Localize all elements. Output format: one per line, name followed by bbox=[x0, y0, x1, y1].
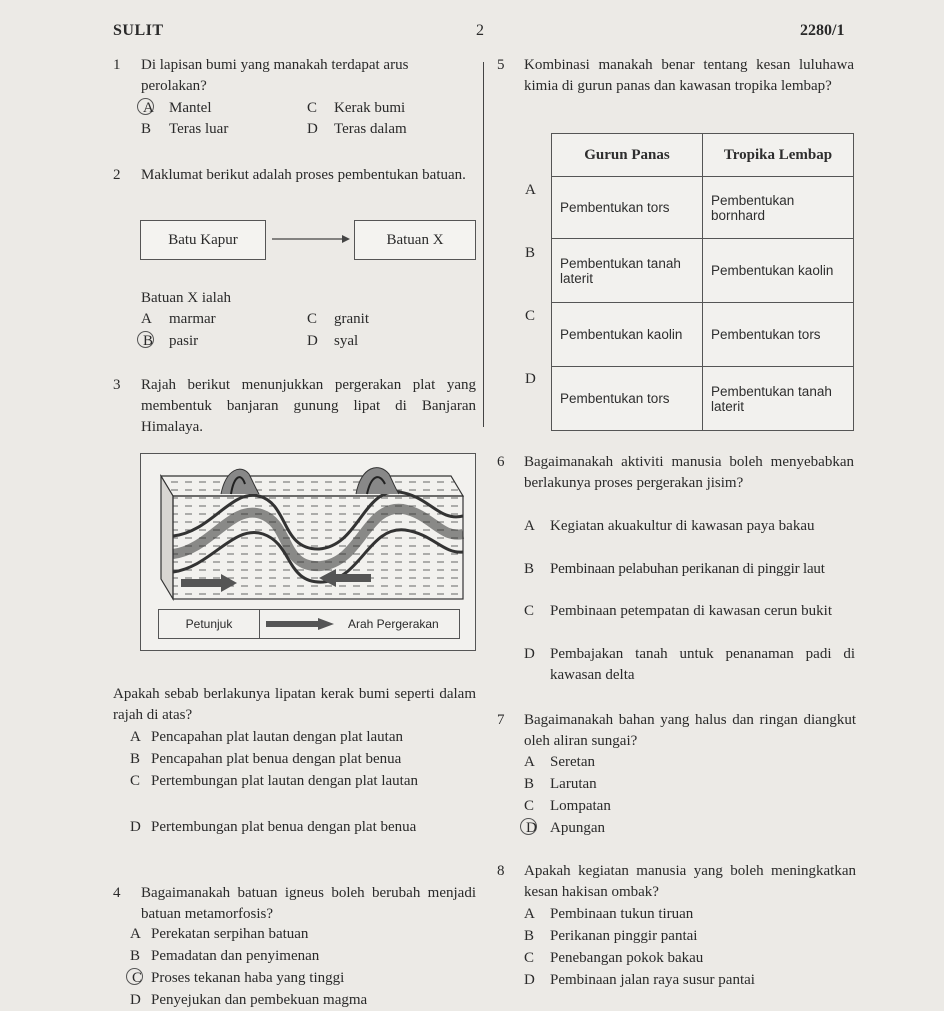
option-a-text: marmar bbox=[169, 311, 216, 327]
combination-table bbox=[551, 133, 854, 431]
option-d-text: Pertembungan plat benua dengan plat benua bbox=[151, 819, 417, 835]
col-tropika-lembap: Tropika Lembap bbox=[703, 134, 854, 177]
table-cell: Pembentukan tors bbox=[552, 367, 703, 431]
table-cell: Pembentukan bornhard bbox=[703, 177, 854, 239]
question-text: Bagaimanakah aktiviti manusia boleh menyebabkan berlakunya proses pergerakan jisim? bbox=[524, 454, 854, 491]
option-b[interactable]: B bbox=[130, 948, 141, 964]
option-c[interactable]: C bbox=[524, 603, 535, 619]
question-text: Bagaimanakah batuan igneus boleh berubah menjadi batuan metamorfosis? bbox=[141, 885, 476, 922]
option-a[interactable]: A bbox=[130, 729, 141, 745]
option-a-text: Pencapahan plat lautan dengan plat lautan bbox=[151, 729, 403, 745]
option-d-text: Apungan bbox=[550, 820, 605, 836]
table-cell: Pembentukan kaolin bbox=[552, 303, 703, 367]
option-b-text: Teras luar bbox=[169, 121, 229, 137]
option-c[interactable]: C bbox=[524, 950, 535, 966]
option-a-text: Perekatan serpihan batuan bbox=[151, 926, 309, 942]
question-number: 8 bbox=[497, 863, 505, 879]
question-number: 2 bbox=[113, 167, 121, 183]
option-d[interactable]: D bbox=[130, 992, 141, 1008]
option-c-text: Proses tekanan haba yang tinggi bbox=[151, 970, 345, 986]
option-d[interactable]: D bbox=[524, 818, 537, 839]
row-letter-d[interactable]: D bbox=[525, 371, 536, 387]
table-row bbox=[552, 303, 854, 367]
option-b[interactable]: B bbox=[141, 121, 152, 137]
question-subtext: Apakah sebab berlakunya lipatan kerak bumi seperti dalam rajah di atas? bbox=[113, 686, 476, 723]
option-c[interactable]: C bbox=[307, 311, 318, 327]
box-label: Batu Kapur bbox=[168, 231, 238, 248]
option-b-text: Larutan bbox=[550, 776, 597, 792]
option-b-text: Pencapahan plat benua dengan plat benua bbox=[151, 751, 402, 767]
legend-arrow-icon bbox=[266, 618, 336, 630]
option-d[interactable]: D bbox=[130, 819, 141, 835]
question-number: 5 bbox=[497, 57, 505, 73]
option-d[interactable]: D bbox=[307, 333, 318, 349]
rock-box-batu-kapur bbox=[140, 220, 266, 260]
question-text: Di lapisan bumi yang manakah terdapat arus perolakan? bbox=[141, 57, 409, 94]
fold-diagram-frame bbox=[140, 453, 476, 651]
question-text: Rajah berikut menunjukkan pergerakan plat yang membentuk banjaran gunung lipat di Banjaran Himalaya. bbox=[141, 377, 476, 435]
option-d-text: Pembinaan jalan raya susur pantai bbox=[550, 972, 755, 988]
option-b-text: Perikanan pinggir pantai bbox=[550, 928, 698, 944]
question-text: Kombinasi manakah benar tentang kesan luluhawa kimia di gurun panas dan kawasan tropika lembap? bbox=[524, 57, 854, 94]
option-a-text: Seretan bbox=[550, 754, 595, 770]
option-a[interactable]: A bbox=[141, 311, 152, 327]
option-d[interactable]: D bbox=[524, 646, 535, 662]
option-a[interactable]: A bbox=[524, 754, 535, 770]
option-b-text: Pembinaan pelabuhan perikanan di pinggir laut bbox=[550, 561, 825, 577]
option-b[interactable]: B bbox=[524, 928, 535, 944]
option-a[interactable]: A bbox=[524, 906, 535, 922]
option-c[interactable]: C bbox=[130, 968, 142, 989]
question-number: 1 bbox=[113, 57, 121, 73]
box-label: Batuan X bbox=[386, 231, 444, 248]
question-text: Apakah kegiatan manusia yang boleh meningkatkan kesan hakisan ombak? bbox=[524, 863, 856, 900]
header-sulit: SULIT bbox=[113, 22, 164, 39]
option-b[interactable]: B bbox=[141, 331, 153, 352]
legend-text: Arah Pergerakan bbox=[348, 617, 439, 631]
question-number: 4 bbox=[113, 885, 121, 901]
option-d[interactable]: D bbox=[307, 121, 318, 137]
option-b[interactable]: B bbox=[524, 776, 535, 792]
option-d-text: syal bbox=[334, 333, 359, 349]
option-c[interactable]: C bbox=[524, 798, 535, 814]
option-c-text: Pembinaan petempatan di kawasan cerun bukit bbox=[550, 603, 832, 619]
col-gurun-panas: Gurun Panas bbox=[552, 134, 703, 177]
question-number: 7 bbox=[497, 712, 505, 728]
option-a-text: Pembinaan tukun tiruan bbox=[550, 906, 694, 922]
option-a[interactable]: A bbox=[130, 926, 141, 942]
row-letter-a[interactable]: A bbox=[525, 182, 536, 198]
column-divider bbox=[483, 62, 484, 427]
option-d-text: Pembajakan tanah untuk penanaman padi di kawasan delta bbox=[550, 646, 855, 683]
question-number: 3 bbox=[113, 377, 121, 393]
legend-label: Petunjuk bbox=[159, 610, 260, 638]
table-row bbox=[552, 367, 854, 431]
option-a-text: Kegiatan akuakultur di kawasan paya bakau bbox=[550, 518, 815, 534]
option-c-text: Pertembungan plat lautan dengan plat lautan bbox=[151, 773, 418, 789]
table-cell: Pembentukan tors bbox=[703, 303, 854, 367]
row-letter-b[interactable]: B bbox=[525, 245, 536, 261]
table-cell: Pembentukan tanah laterit bbox=[703, 367, 854, 431]
question-prompt: Batuan X ialah bbox=[141, 290, 231, 306]
table-cell: Pembentukan tors bbox=[552, 177, 703, 239]
table-cell: Pembentukan tanah laterit bbox=[552, 239, 703, 303]
question-number: 6 bbox=[497, 454, 505, 470]
option-c[interactable]: C bbox=[130, 773, 141, 789]
table-row bbox=[552, 177, 854, 239]
table-row bbox=[552, 239, 854, 303]
option-d-text: Teras dalam bbox=[334, 121, 407, 137]
rock-box-batuan-x bbox=[354, 220, 476, 260]
arrow-right-icon bbox=[272, 232, 350, 246]
option-a[interactable]: A bbox=[524, 518, 535, 534]
option-a[interactable]: A bbox=[141, 98, 154, 119]
table-cell: Pembentukan kaolin bbox=[703, 239, 854, 303]
option-c-text: Lompatan bbox=[550, 798, 611, 814]
fold-mountain-diagram bbox=[141, 454, 475, 604]
option-c-text: Kerak bumi bbox=[334, 100, 406, 116]
table-header-row bbox=[552, 134, 854, 177]
question-text: Maklumat berikut adalah proses pembentukan batuan. bbox=[141, 167, 466, 183]
option-c-text: Penebangan pokok bakau bbox=[550, 950, 704, 966]
page-number: 2 bbox=[476, 22, 484, 39]
legend-box bbox=[158, 609, 460, 639]
option-b-text: Pemadatan dan penyimenan bbox=[151, 948, 320, 964]
option-b[interactable]: B bbox=[524, 561, 535, 577]
option-b[interactable]: B bbox=[130, 751, 141, 767]
option-a-text: Mantel bbox=[169, 100, 212, 116]
option-c-text: granit bbox=[334, 311, 369, 327]
option-c[interactable]: C bbox=[307, 100, 318, 116]
option-d-text: Penyejukan dan pembekuan magma bbox=[151, 992, 368, 1008]
row-letter-c[interactable]: C bbox=[525, 308, 536, 324]
paper-code: 2280/1 bbox=[800, 22, 845, 39]
option-d[interactable]: D bbox=[524, 972, 535, 988]
question-text: Bagaimanakah bahan yang halus dan ringan diangkut oleh aliran sungai? bbox=[524, 712, 856, 749]
option-b-text: pasir bbox=[169, 333, 199, 349]
